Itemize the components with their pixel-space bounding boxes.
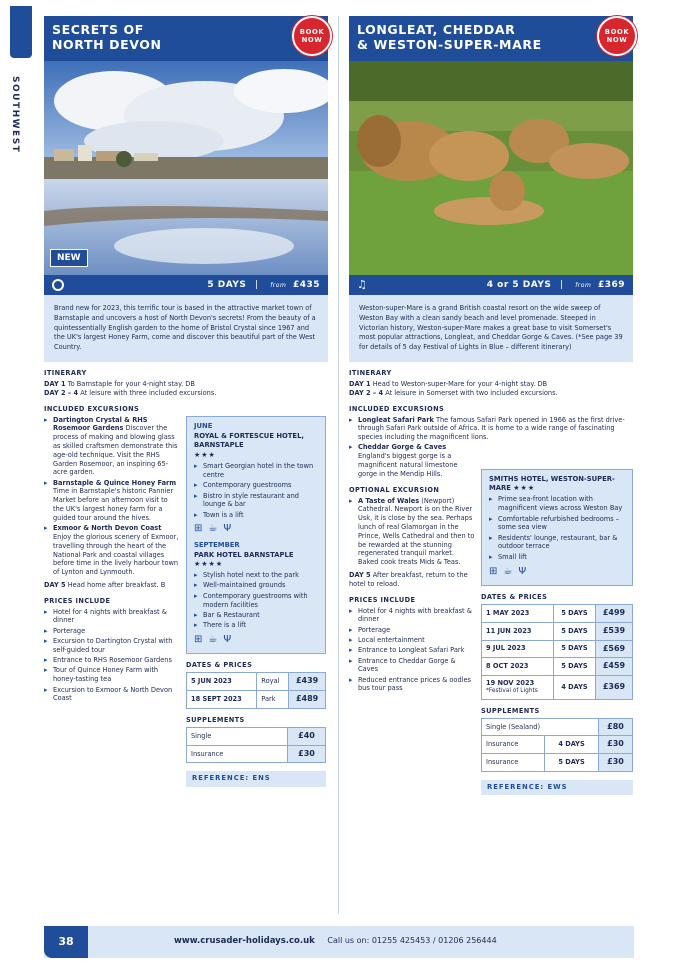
list-item: ▸ Tour of Quince Honey Farm with honey-tasting tea xyxy=(44,666,180,684)
list-item: ▸ Contemporary guestrooms xyxy=(194,481,318,490)
table-row: 1 MAY 2023 5 DAYS £499 xyxy=(482,604,633,622)
new-badge: NEW xyxy=(50,249,88,267)
list-item: ▸ Excursion to Exmoor & North Devon Coast xyxy=(44,686,180,704)
hotel-box xyxy=(481,469,633,586)
list-item: ▸ A Taste of Wales (Newport) Cathedral. Newport is on the River Usk, it is close by the sea. Perhaps lunch of real Glamorgan in the Prince, Wells Cathedral and then to be rewarded at the stunning regenerated tranquil market. Baked cook treats Mids & Teas. xyxy=(349,497,475,567)
tour-photo xyxy=(349,61,633,275)
restaurant-icon: Ψ xyxy=(518,565,527,577)
reference: REFERENCE: EWS xyxy=(481,780,633,795)
hotel-name: ROYAL & FORTESCUE HOTEL, BARNSTAPLE xyxy=(194,431,304,449)
optional-heading: OPTIONAL EXCURSION xyxy=(349,485,440,494)
hotel-month: SEPTEMBER xyxy=(194,540,240,549)
list-item: ▸ Entrance to RHS Rosemoor Gardens xyxy=(44,656,180,665)
book-line: BOOK xyxy=(299,28,325,36)
list-item: ▸ Prime sea-front location with magnificent views across Weston Bay xyxy=(489,495,625,513)
bar-icon: ☕ xyxy=(208,633,218,645)
list-item: ▸ Stylish hotel next to the park xyxy=(194,571,318,580)
duration-bar xyxy=(44,275,328,295)
duration-bar xyxy=(349,275,633,295)
list-item: ▸ Barnstaple & Quince Honey Farm Time in Barnstaple's historic Pannier Market before an afternoon visit to the UK's largest honey farm for a guided tour around the hives. xyxy=(44,479,180,523)
price-includes-heading: PRICES INCLUDE xyxy=(44,596,111,605)
excursion-list xyxy=(349,416,633,442)
footer-contact xyxy=(174,936,497,947)
from-label: from xyxy=(270,281,287,289)
list-item: ▸ Town is a lift xyxy=(194,511,318,520)
book-now-badge[interactable] xyxy=(292,16,332,56)
list-item: ▸ Longleat Safari Park The famous Safari Park opened in 1966 as the first drive-through Safari Park outside of Africa. It is home to a wide range of fascinating species including the magnificent lions. xyxy=(349,416,633,442)
included-heading: INCLUDED EXCURSIONS xyxy=(349,404,445,413)
duration: 4 or 5 DAYS xyxy=(486,279,552,290)
hotel-features xyxy=(194,571,318,630)
day-5: DAY 5 After breakfast, return to the hotel to reload. xyxy=(349,570,468,588)
region-tab xyxy=(10,6,32,58)
barnstaple-river-photo xyxy=(44,61,328,275)
reference: REFERENCE: ENS xyxy=(186,771,326,786)
list-item: ▸ Porterage xyxy=(349,626,475,635)
list-item: ▸ Excursion to Dartington Crystal with self-guided tour xyxy=(44,637,180,655)
hotel-stars: ★★★ xyxy=(194,450,216,459)
list-item: ▸ Comfortable refurbished bedrooms – some sea view xyxy=(489,515,625,533)
dates-heading: DATES & PRICES xyxy=(481,593,548,602)
day-5: DAY 5 Head home after breakfast. B xyxy=(44,580,166,589)
dates-table xyxy=(481,604,633,700)
list-item: ▸ Entrance to Cheddar Gorge & Caves xyxy=(349,657,475,675)
music-icon: ♫ xyxy=(357,277,368,291)
tour-title xyxy=(349,16,633,61)
table-row: Single (Sealand) £80 xyxy=(482,718,633,736)
bar-icon: ☕ xyxy=(503,565,513,577)
itinerary-day-1: DAY 1 To Barnstaple for your 4-night stay. DB xyxy=(44,379,195,388)
column-divider xyxy=(338,16,339,914)
tour-photo xyxy=(44,61,328,275)
intro-text: Weston-super-Mare is a grand British coastal resort on the wide sweep of Weston Bay with a clean sandy beach and level promenade. Steeped in Victorian history, Weston-super-Mare makes a great base to visit Somerset's most popular attractions, Longleat, and Cheddar Gorge & Caves. (*See page 39 for details of 5 day Festival of Lights in Blue – different itinerary) xyxy=(349,295,633,362)
lift-icon: ⊞ xyxy=(489,565,498,577)
from-price: £369 xyxy=(597,279,625,290)
tour-devon xyxy=(44,16,328,787)
list-item: ▸ Local entertainment xyxy=(349,636,475,645)
itinerary-day-1: DAY 1 Head to Weston-super-Mare for your 4-night stay. DB xyxy=(349,379,548,388)
list-item: ▸ There is a lift xyxy=(194,621,318,630)
hotel-name: PARK HOTEL BARNSTAPLE ★★★★ xyxy=(194,551,294,569)
list-item: ▸ Exmoor & North Devon Coast Enjoy the glorious scenery of Exmoor, travelling through the heart of the National Park and coastal villages before time in the lively harbour town of Lynton and Lynmouth. xyxy=(44,524,180,577)
table-row: Insurance 4 DAYS £30 xyxy=(482,736,633,754)
region-label: SOUTHWEST xyxy=(10,76,21,154)
now-line: NOW xyxy=(301,36,323,44)
hotel-box xyxy=(186,416,326,655)
included-heading: INCLUDED EXCURSIONS xyxy=(44,404,140,413)
excursion-list xyxy=(44,416,180,577)
hotel-features xyxy=(489,495,625,561)
excursion-list xyxy=(349,443,475,478)
itinerary-day-2-4: DAY 2 – 4 At leisure in Somerset with two included excursions. xyxy=(349,388,558,397)
table-row: Insurance £30 xyxy=(187,745,326,763)
list-item: ▸ Bar & Restaurant xyxy=(194,611,318,620)
hotel-icons xyxy=(194,522,318,536)
supplements-table xyxy=(186,727,326,764)
table-row: Insurance 5 DAYS £30 xyxy=(482,754,633,772)
price-includes-heading: PRICES INCLUDE xyxy=(349,595,416,604)
table-row: 19 NOV 2023 *Festival of Lights 4 DAYS £369 xyxy=(482,676,633,700)
phone-numbers: Call us on: 01255 425453 / 01206 256444 xyxy=(327,936,497,946)
restaurant-icon: Ψ xyxy=(223,523,232,535)
title-line-1: SECRETS OF xyxy=(52,22,144,37)
table-row: Single £40 xyxy=(187,727,326,745)
list-item: ▸ Small lift xyxy=(489,553,625,562)
table-row: 11 JUN 2023 5 DAYS £539 xyxy=(482,622,633,640)
restaurant-icon: Ψ xyxy=(223,633,232,645)
duration: 5 DAYS xyxy=(207,279,247,290)
list-item: ▸ Cheddar Gorge & Caves England's biggest gorge is a magnificent natural limestone gorge in the Mendip Hills. xyxy=(349,443,475,478)
list-item: ▸ Residents' lounge, restaurant, bar & outdoor terrace xyxy=(489,534,625,552)
coach-icon xyxy=(52,279,64,291)
hotel-features xyxy=(194,462,318,519)
list-item: ▸ Bistro in style restaurant and lounge & bar xyxy=(194,492,318,510)
hotel-icons xyxy=(194,633,318,647)
price-includes-list xyxy=(349,607,475,694)
lift-icon: ⊞ xyxy=(194,633,203,645)
title-line-1: LONGLEAT, CHEDDAR xyxy=(357,22,516,37)
table-row: 9 JUL 2023 5 DAYS £569 xyxy=(482,640,633,658)
hotel-name: SMITHS HOTEL, WESTON-SUPER-MARE ★★★ xyxy=(489,475,615,493)
list-item: ▸ Smart Georgian hotel in the town centre xyxy=(194,462,318,480)
dates-heading: DATES & PRICES xyxy=(186,661,253,670)
tour-longleat xyxy=(349,16,633,795)
from-price: £435 xyxy=(292,279,320,290)
bar-icon: ☕ xyxy=(208,523,218,535)
supplements-heading: SUPPLEMENTS xyxy=(481,706,540,715)
page-number: 38 xyxy=(44,926,88,958)
tour-title xyxy=(44,16,328,61)
hotel-icons xyxy=(489,565,625,579)
list-item: ▸ Well-maintained grounds xyxy=(194,581,318,590)
separator: | xyxy=(255,279,259,290)
from-label: from xyxy=(575,281,592,289)
table-row: 8 OCT 2023 5 DAYS £459 xyxy=(482,658,633,676)
separator: | xyxy=(560,279,564,290)
itinerary-day-2-4: DAY 2 – 4 At leisure with three included excursions. xyxy=(44,388,217,397)
intro-text: Brand new for 2023, this terrific tour is based in the attractive market town of Barnstaple and uncovers a host of North Devon's secrets! From the beauty of a quintessentially English garden to the home of Bristol Crystal since 1967 and the UK's largest Honey Farm, come and discover this beautiful part of the West Country. xyxy=(44,295,328,362)
lions-photo xyxy=(349,61,633,275)
title-line-2: & WESTON-SUPER-MARE xyxy=(357,37,542,52)
list-item: ▸ Porterage xyxy=(44,627,180,636)
optional-list xyxy=(349,497,475,567)
website-link[interactable]: www.crusader-holidays.co.uk xyxy=(174,936,315,947)
list-item: ▸ Reduced entrance prices & oodles bus tour pass xyxy=(349,676,475,694)
list-item: ▸ Entrance to Longleat Safari Park xyxy=(349,646,475,655)
list-item: ▸ Hotel for 4 nights with breakfast & dinner xyxy=(44,608,180,626)
list-item: ▸ Dartington Crystal & RHS Rosemoor Gardens Discover the process of making and blowing glass as skilled craftsmen demonstrate this age-old technique. Visit the RHS Garden Rosemoor, an inspiring 65-acre garden. xyxy=(44,416,180,478)
list-item: ▸ Contemporary guestrooms with modern facilities xyxy=(194,592,318,610)
lift-icon: ⊞ xyxy=(194,523,203,535)
table-row: 18 SEPT 2023 Park £489 xyxy=(187,691,326,709)
dates-table xyxy=(186,672,326,709)
itinerary-heading: ITINERARY xyxy=(349,368,392,377)
table-row: 5 JUN 2023 Royal £439 xyxy=(187,673,326,691)
book-now-badge[interactable] xyxy=(597,16,637,56)
hotel-month: JUNE xyxy=(194,421,213,430)
itinerary-heading: ITINERARY xyxy=(44,368,87,377)
list-item: ▸ Hotel for 4 nights with breakfast & dinner xyxy=(349,607,475,625)
supplements-heading: SUPPLEMENTS xyxy=(186,715,245,724)
now-line: NOW xyxy=(606,36,628,44)
title-line-2: NORTH DEVON xyxy=(52,37,162,52)
supplements-table xyxy=(481,718,633,772)
price-includes-list xyxy=(44,608,180,703)
book-line: BOOK xyxy=(604,28,630,36)
page-footer xyxy=(44,926,634,958)
